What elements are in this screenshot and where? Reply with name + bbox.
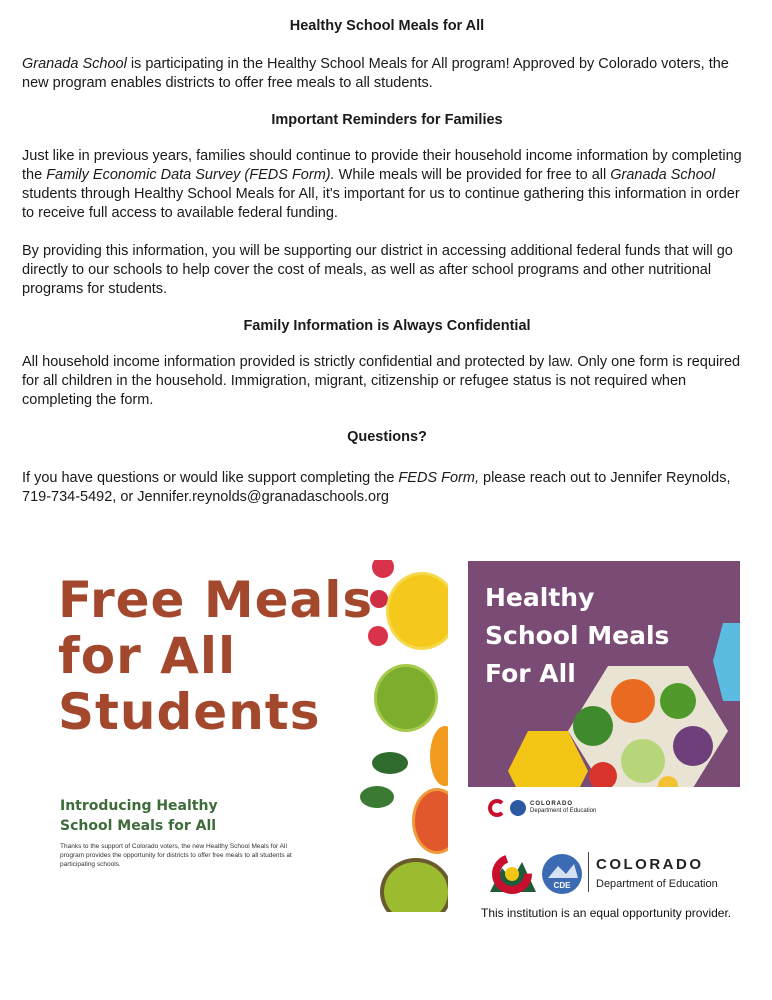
free-meals-title-line: for All (58, 627, 237, 685)
reminders-p1-part3: students through Healthy School Meals for All, it's important for us to continue gathering this information in order to receive full access to available federal funding. (22, 186, 740, 221)
cde-badge-text: CDE (553, 881, 571, 890)
equal-opportunity-statement: This institution is an equal opportunity provider. (481, 906, 732, 920)
free-meals-title-line: Students (58, 683, 321, 741)
healthy-meals-title (485, 579, 669, 693)
intro-text: is participating in the Healthy School Meals for All program! Approved by Colorado voters, the new program enables districts to offer free meals to all students. (22, 56, 729, 91)
tomato-image (589, 762, 617, 790)
reminders-heading: Important Reminders for Families (271, 112, 503, 128)
colorado-logo-icon (488, 848, 588, 898)
kiwi-image (380, 858, 448, 912)
reminders-paragraph-2: By providing this information, you will be supporting our district in accessing additional federal funds that will go directly to our schools to help cover the cost of meals, as well as after school programs and other nutritional programs for students. (22, 243, 733, 297)
healthy-meals-flyer (468, 561, 740, 834)
flyer-logo-dept: Department of Education (530, 808, 597, 814)
broccoli-image (573, 706, 613, 746)
free-meals-description: Thanks to the support of Colorado voters, the new Healthy School Meals for All program provides the opportunity for districts to offer free meals to all students at participating schools. (60, 843, 292, 868)
colorado-c-icon (488, 799, 506, 817)
cde-badge-icon (510, 800, 526, 816)
logo-divider (588, 852, 589, 892)
raspberry-image (372, 560, 394, 578)
questions-form-name: FEDS Form, (398, 470, 479, 486)
confidential-heading: Family Information is Always Confidential (243, 318, 531, 334)
questions-paragraph (22, 469, 752, 507)
free-meals-flyer (38, 560, 448, 912)
feds-form-name: Family Economic Data Survey (FEDS Form). (46, 167, 335, 183)
blood-orange-image (412, 788, 448, 854)
questions-part1: If you have questions or would like support completing the (22, 470, 399, 486)
onion-image (673, 726, 713, 766)
questions-part2: please reach out to Jennifer Reynolds, 719-734-5492, or Jennifer.reynolds@granadaschools.org (22, 470, 731, 505)
intro-paragraph (22, 55, 752, 93)
flyer-logo-name: COLORADO (530, 801, 573, 807)
reminders-p1-part1: Just like in previous years, families should continue to provide their household income information by completing the (22, 148, 742, 183)
free-meals-subtitle-line: Introducing Healthy (60, 798, 218, 814)
reminders-school-name: Granada School (610, 167, 716, 183)
lemon-image (386, 572, 448, 650)
reminders-paragraph-1 (22, 147, 752, 223)
lime-image (374, 664, 438, 732)
orange-slice-image (430, 726, 448, 786)
blue-hexagon-shape (713, 623, 740, 701)
cde-colorado-word: COLORADO (596, 856, 704, 873)
free-meals-title (58, 572, 373, 740)
healthy-meals-title-line: Healthy (485, 583, 595, 612)
cde-department-name: Department of Education (596, 878, 718, 890)
healthy-meals-title-line: For All (485, 659, 576, 688)
spinach-leaf-image (372, 752, 408, 774)
free-meals-subtitle (60, 796, 218, 836)
free-meals-title-line: Free Meals (58, 571, 374, 629)
intro-school-name: Granada School (22, 56, 127, 72)
questions-heading: Questions? (347, 429, 427, 445)
free-meals-subtitle-line: School Meals for All (60, 818, 217, 834)
page-title: Healthy School Meals for All (289, 18, 485, 34)
reminders-p1-part2: While meals will be provided for free to all (334, 167, 611, 183)
flyer-cde-logo (488, 799, 596, 817)
healthy-meals-title-line: School Meals (485, 621, 670, 650)
confidential-paragraph: All household income information provided is strictly confidential and protected by law. Only one form is required for all children in the household. Immigration, migrant, citizenship or refugee status is not required when completing the form. (22, 354, 741, 408)
spinach-leaf-image (360, 786, 394, 808)
cucumber-image (621, 739, 665, 783)
document-body (22, 18, 752, 507)
